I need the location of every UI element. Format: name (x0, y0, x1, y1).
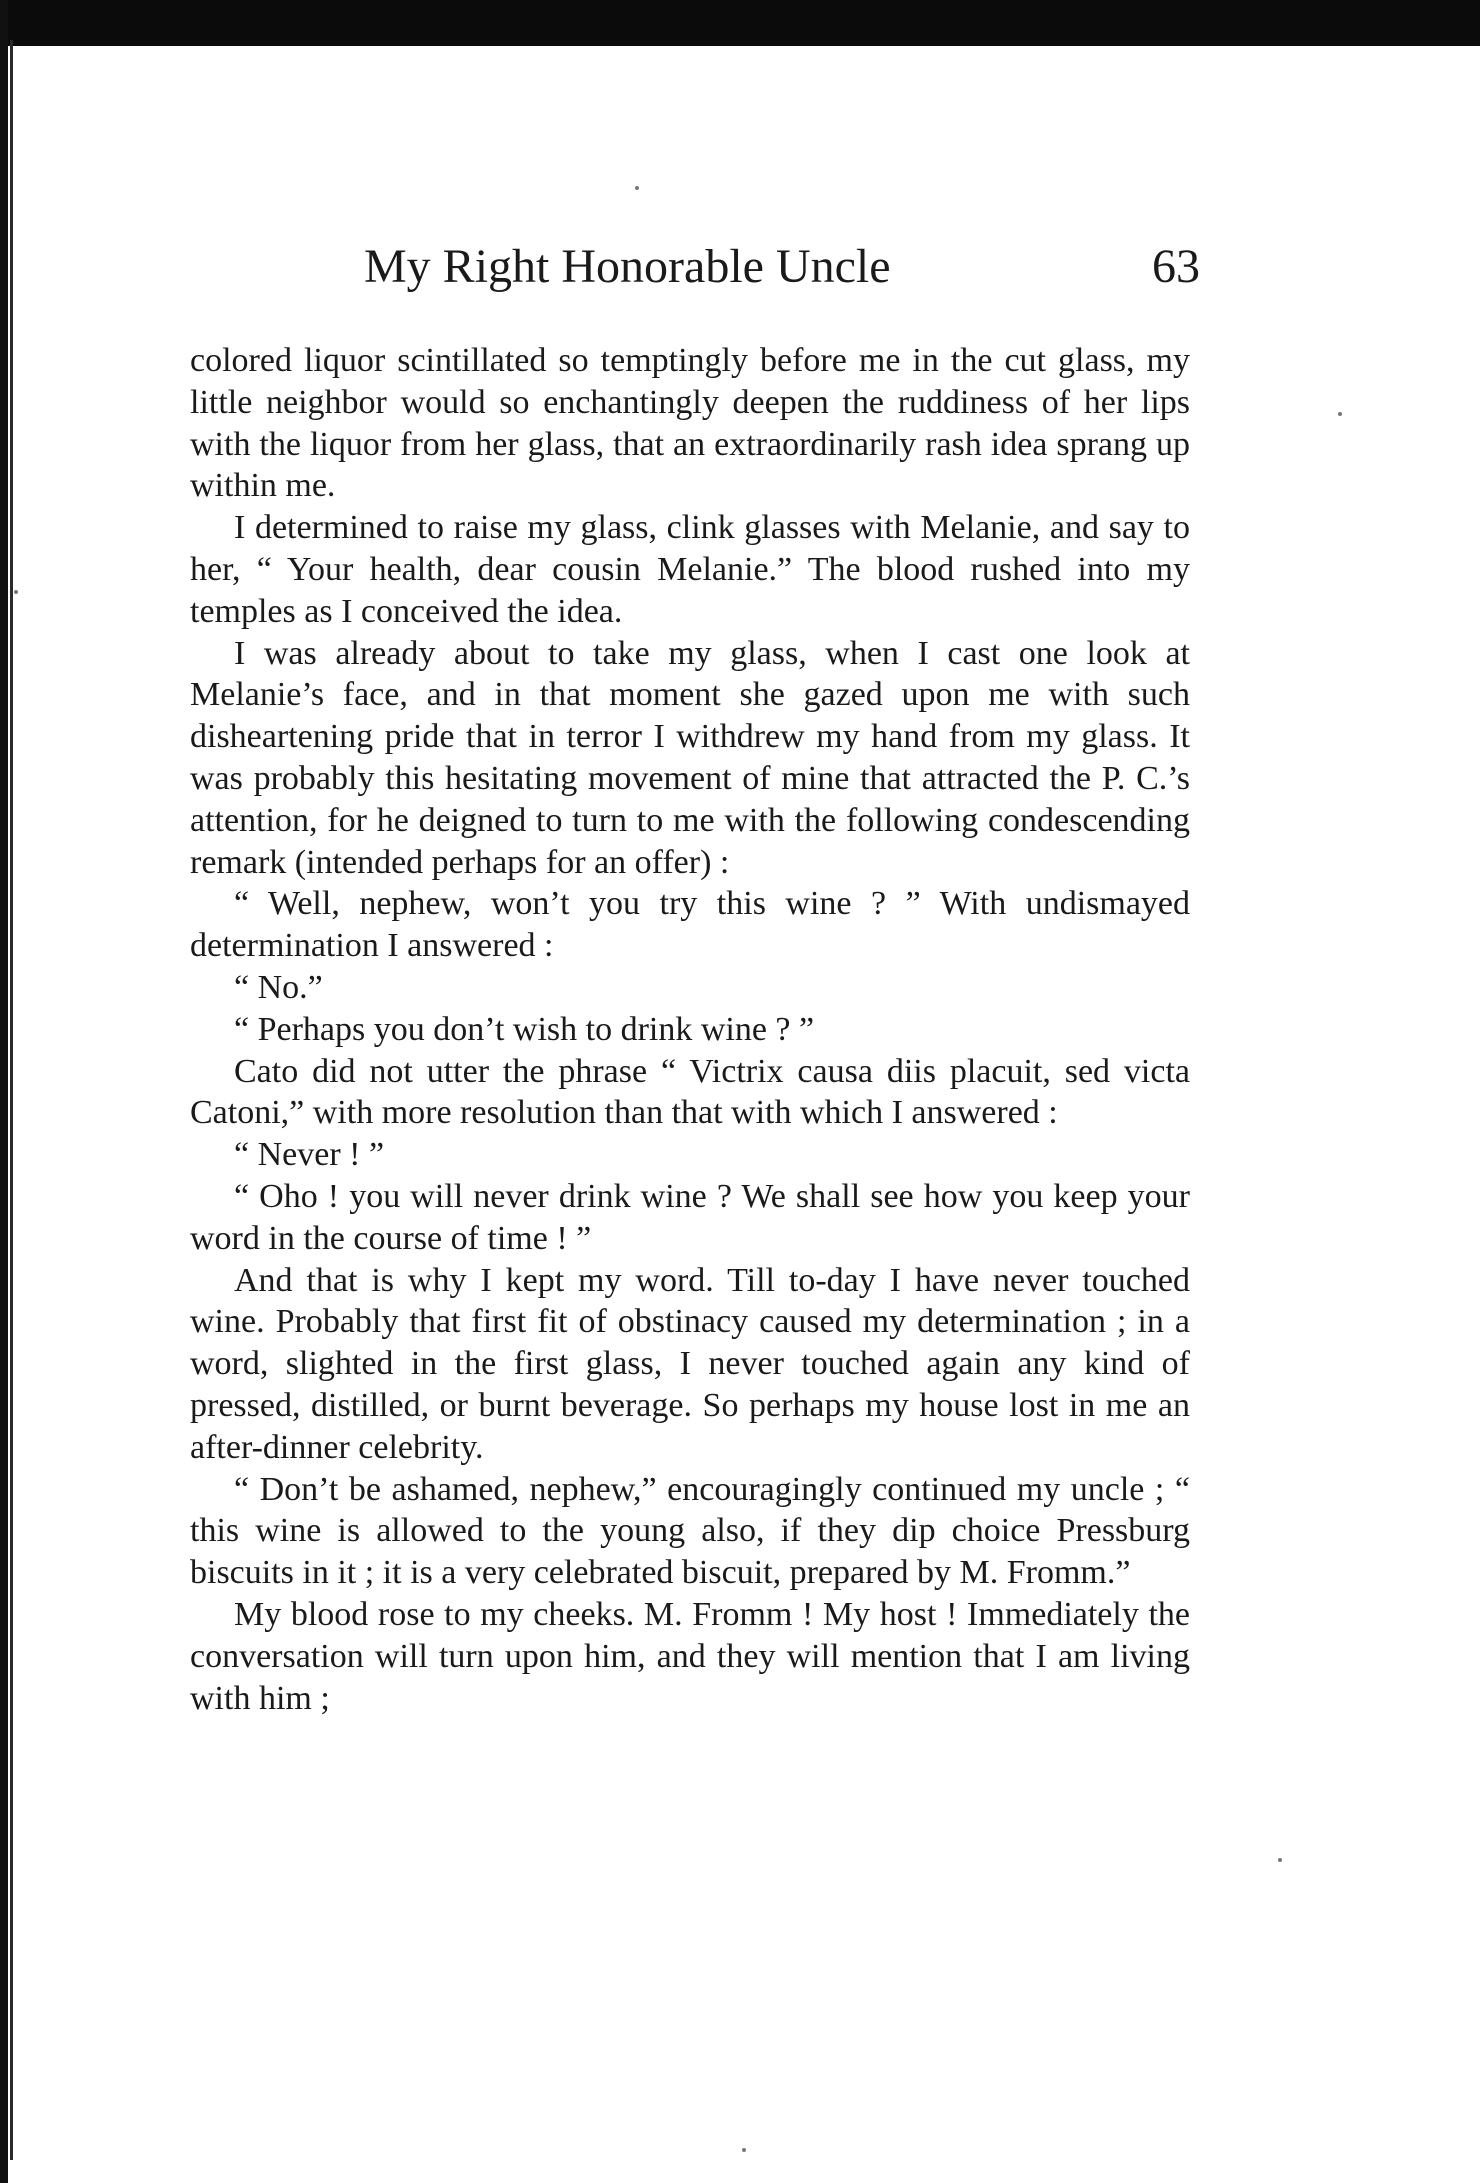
page-number: 63 (1152, 240, 1200, 293)
scan-speck (635, 186, 639, 190)
paragraph: I was already about to take my glass, when I cast one look at Melanie’s face, and in that moment she gazed upon me with such disheartening pride that in terror I withdrew my hand from my glass. It was probably this hesitating movement of mine that attracted the P. C.’s attention, for he deigned to turn to me with the following condescending remark (intended perhaps for an offer) : (190, 634, 1190, 881)
scan-speck (14, 590, 18, 594)
scan-speck (1278, 1858, 1282, 1862)
paragraph: Cato did not utter the phrase “ Victrix causa diis placuit, sed victa Catoni,” with more resolution than that with which I answered : (190, 1052, 1190, 1132)
paragraph: “ Perhaps you don’t wish to drink wine ? ” (234, 1010, 815, 1048)
scan-speck (1338, 412, 1342, 416)
paragraph: “ Well, nephew, won’t you try this wine ? ” With undismayed determination I answered : (190, 885, 1190, 965)
paragraph: “ No.” (234, 968, 323, 1006)
scan-top-edge (0, 0, 1480, 46)
paragraph: My blood rose to my cheeks. M. Fromm ! My host ! Immediately the conversation will turn upon him, and they will mention that I am living with him ; (190, 1595, 1190, 1717)
body-text (190, 340, 1190, 1719)
running-title: My Right Honorable Uncle (364, 240, 891, 293)
scan-left-edge-shadow (10, 40, 13, 2160)
paragraph: colored liquor scintillated so temptingly before me in the cut glass, my little neighbor would so enchantingly deepen the ruddiness of her lips with the liquor from her glass, that an extraordinarily rash idea sprang up within me. (190, 342, 1190, 505)
paragraph: I determined to raise my glass, clink glasses with Melanie, and say to her, “ Your health, dear cousin Melanie.” The blood rushed into my temples as I conceived the idea. (190, 509, 1190, 630)
paragraph: And that is why I kept my word. Till to-day I have never touched wine. Probably that first fit of obstinacy caused my determination ; in a word, slighted in the first glass, I never touched again any kind of pressed, distilled, or burnt beverage. So perhaps my house lost in me an after-dinner celebrity. (190, 1261, 1190, 1466)
scan-left-edge (0, 0, 8, 2183)
page-header (190, 232, 1200, 302)
paragraph: “ Don’t be ashamed, nephew,” encouragingly continued my uncle ; “ this wine is allowed to the young also, if they dip choice Pressburg biscuits in it ; it is a very celebrated biscuit, prepared by M. Fromm.” (190, 1470, 1190, 1592)
paragraph: “ Oho ! you will never drink wine ? We shall see how you keep your word in the course of time ! ” (190, 1177, 1190, 1257)
scan-speck (742, 2148, 746, 2152)
paragraph: “ Never ! ” (234, 1136, 385, 1174)
